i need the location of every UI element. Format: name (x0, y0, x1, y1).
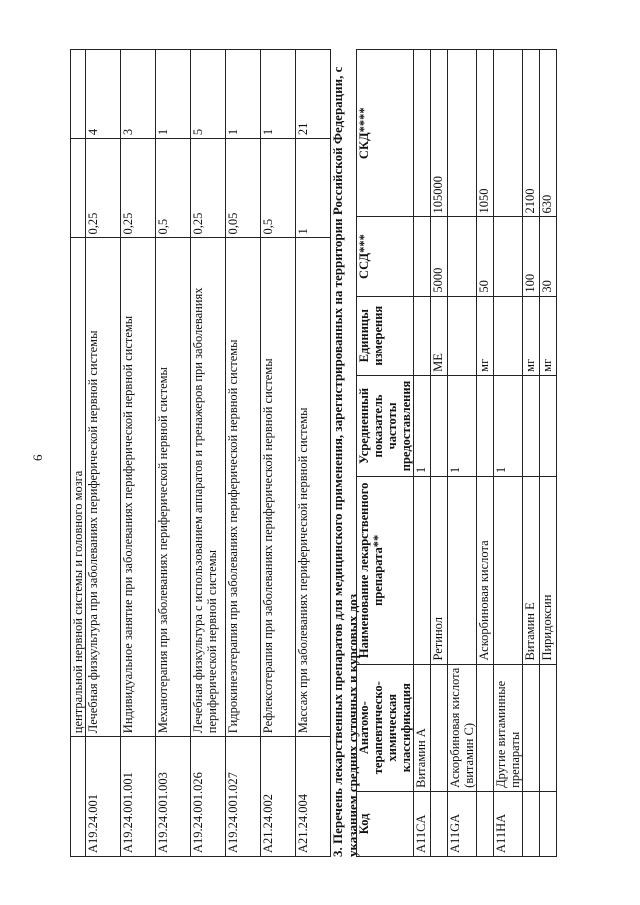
section-heading: 3. Перечень лекарственных препаратов для медицинского применения, зарегистрированных на территории Российской Федерации, с указанием средних суточных и курсовых доз (330, 66, 360, 857)
service-frequency: 0,25 (191, 139, 226, 238)
drug-skd: 2100 (523, 50, 540, 217)
service-row (156, 50, 191, 857)
service-row (71, 50, 86, 857)
service-code: A19.24.001 (86, 737, 121, 857)
drug-name (448, 477, 477, 664)
service-name: Лечебная физкультура с использованием аппаратов и тренажеров при заболеваниях периферической нервной системы (191, 238, 226, 737)
drug-unit (414, 296, 431, 375)
service-count: 3 (121, 50, 156, 139)
drug-ssd (414, 217, 431, 296)
service-name: Гидрокинезотерапия при заболеваниях периферической нервной системы (226, 238, 261, 737)
drug-freq: 1 (494, 375, 523, 476)
drug-unit: МЕ (431, 296, 448, 375)
service-name: Массаж при заболеваниях периферической нервной системы (296, 238, 331, 737)
service-code: A19.24.001.027 (226, 737, 261, 857)
drug-freq (523, 375, 540, 476)
drugs-table (356, 49, 557, 857)
drug-row (448, 50, 477, 857)
drug-atc (540, 664, 557, 791)
drug-code (431, 791, 448, 856)
service-frequency: 0,05 (226, 139, 261, 238)
service-name: центральной нервной системы и головного мозга (71, 238, 86, 737)
drug-atc: Витамин А (414, 664, 431, 791)
service-row (86, 50, 121, 857)
drug-column-header: Анатомо-терапевтическо-химическая классификация (357, 664, 414, 791)
drug-ssd: 100 (523, 217, 540, 296)
drug-name (414, 477, 431, 664)
service-name: Рефлексотерапия при заболеваниях периферической нервной системы (261, 238, 296, 737)
drug-code (523, 791, 540, 856)
service-name: Лечебная физкультура при заболеваниях периферической нервной системы (86, 238, 121, 737)
service-code (71, 737, 86, 857)
drug-freq: 1 (448, 375, 477, 476)
drug-atc: Другие витаминные препараты (494, 664, 523, 791)
service-code: A21.24.004 (296, 737, 331, 857)
drug-name (494, 477, 523, 664)
service-count: 1 (261, 50, 296, 139)
drug-atc: Аскорбиновая кислота (витамин С) (448, 664, 477, 791)
service-row (261, 50, 296, 857)
drug-unit: мг (540, 296, 557, 375)
drug-row (431, 50, 448, 857)
service-name: Механотерапия при заболеваниях периферической нервной системы (156, 238, 191, 737)
drug-atc (477, 664, 494, 791)
services-table (70, 49, 331, 857)
drug-row (414, 50, 431, 857)
service-row (191, 50, 226, 857)
service-name: Индивидуальное занятие при заболеваниях периферической нервной системы (121, 238, 156, 737)
service-code: A19.24.001.003 (156, 737, 191, 857)
service-frequency: 0,5 (156, 139, 191, 238)
drug-ssd: 50 (477, 217, 494, 296)
drug-atc (523, 664, 540, 791)
drug-freq (431, 375, 448, 476)
drug-unit: мг (523, 296, 540, 375)
service-count: 5 (191, 50, 226, 139)
drug-column-header: ССД*** (357, 217, 414, 296)
service-count: 4 (86, 50, 121, 139)
service-code: A21.24.002 (261, 737, 296, 857)
drug-code (477, 791, 494, 856)
drug-code: A11CA (414, 791, 431, 856)
service-frequency: 0,25 (86, 139, 121, 238)
service-row (296, 50, 331, 857)
drug-row (477, 50, 494, 857)
drug-skd: 105000 (431, 50, 448, 217)
service-frequency (71, 139, 86, 238)
drug-skd (448, 50, 477, 217)
drug-column-header: СКД**** (357, 50, 414, 217)
drug-atc (431, 664, 448, 791)
service-count: 1 (156, 50, 191, 139)
drug-name: Пиридоксин (540, 477, 557, 664)
service-row (121, 50, 156, 857)
drug-ssd (494, 217, 523, 296)
drug-freq (540, 375, 557, 476)
service-count (71, 50, 86, 139)
service-frequency: 0,25 (121, 139, 156, 238)
drug-skd: 630 (540, 50, 557, 217)
drug-ssd (448, 217, 477, 296)
service-code: A19.24.001.026 (191, 737, 226, 857)
drug-column-header: Наименование лекарственного препарата** (357, 477, 414, 664)
drug-skd (494, 50, 523, 217)
drug-row (523, 50, 540, 857)
service-row (226, 50, 261, 857)
service-code: A19.24.001.001 (121, 737, 156, 857)
page-number: 6 (30, 454, 45, 461)
drug-column-header: Код (357, 791, 414, 856)
drug-name: Аскорбиновая кислота (477, 477, 494, 664)
drug-skd (414, 50, 431, 217)
drug-skd: 1050 (477, 50, 494, 217)
drug-unit (448, 296, 477, 375)
drug-name: Витамин Е (523, 477, 540, 664)
drug-name: Ретинол (431, 477, 448, 664)
service-frequency: 0,5 (261, 139, 296, 238)
drug-row (540, 50, 557, 857)
drug-unit (494, 296, 523, 375)
drug-code: A11GA (448, 791, 477, 856)
drug-freq: 1 (414, 375, 431, 476)
drug-code: A11HA (494, 791, 523, 856)
service-frequency: 1 (296, 139, 331, 238)
drug-ssd: 30 (540, 217, 557, 296)
drug-row (494, 50, 523, 857)
drug-column-header: Единицы измерения (357, 296, 414, 375)
service-count: 1 (226, 50, 261, 139)
drug-freq (477, 375, 494, 476)
drug-column-header: Усредненный показатель частоты предоставления (357, 375, 414, 476)
drug-code (540, 791, 557, 856)
drug-ssd: 5000 (431, 217, 448, 296)
drug-unit: мг (477, 296, 494, 375)
service-count: 21 (296, 50, 331, 139)
